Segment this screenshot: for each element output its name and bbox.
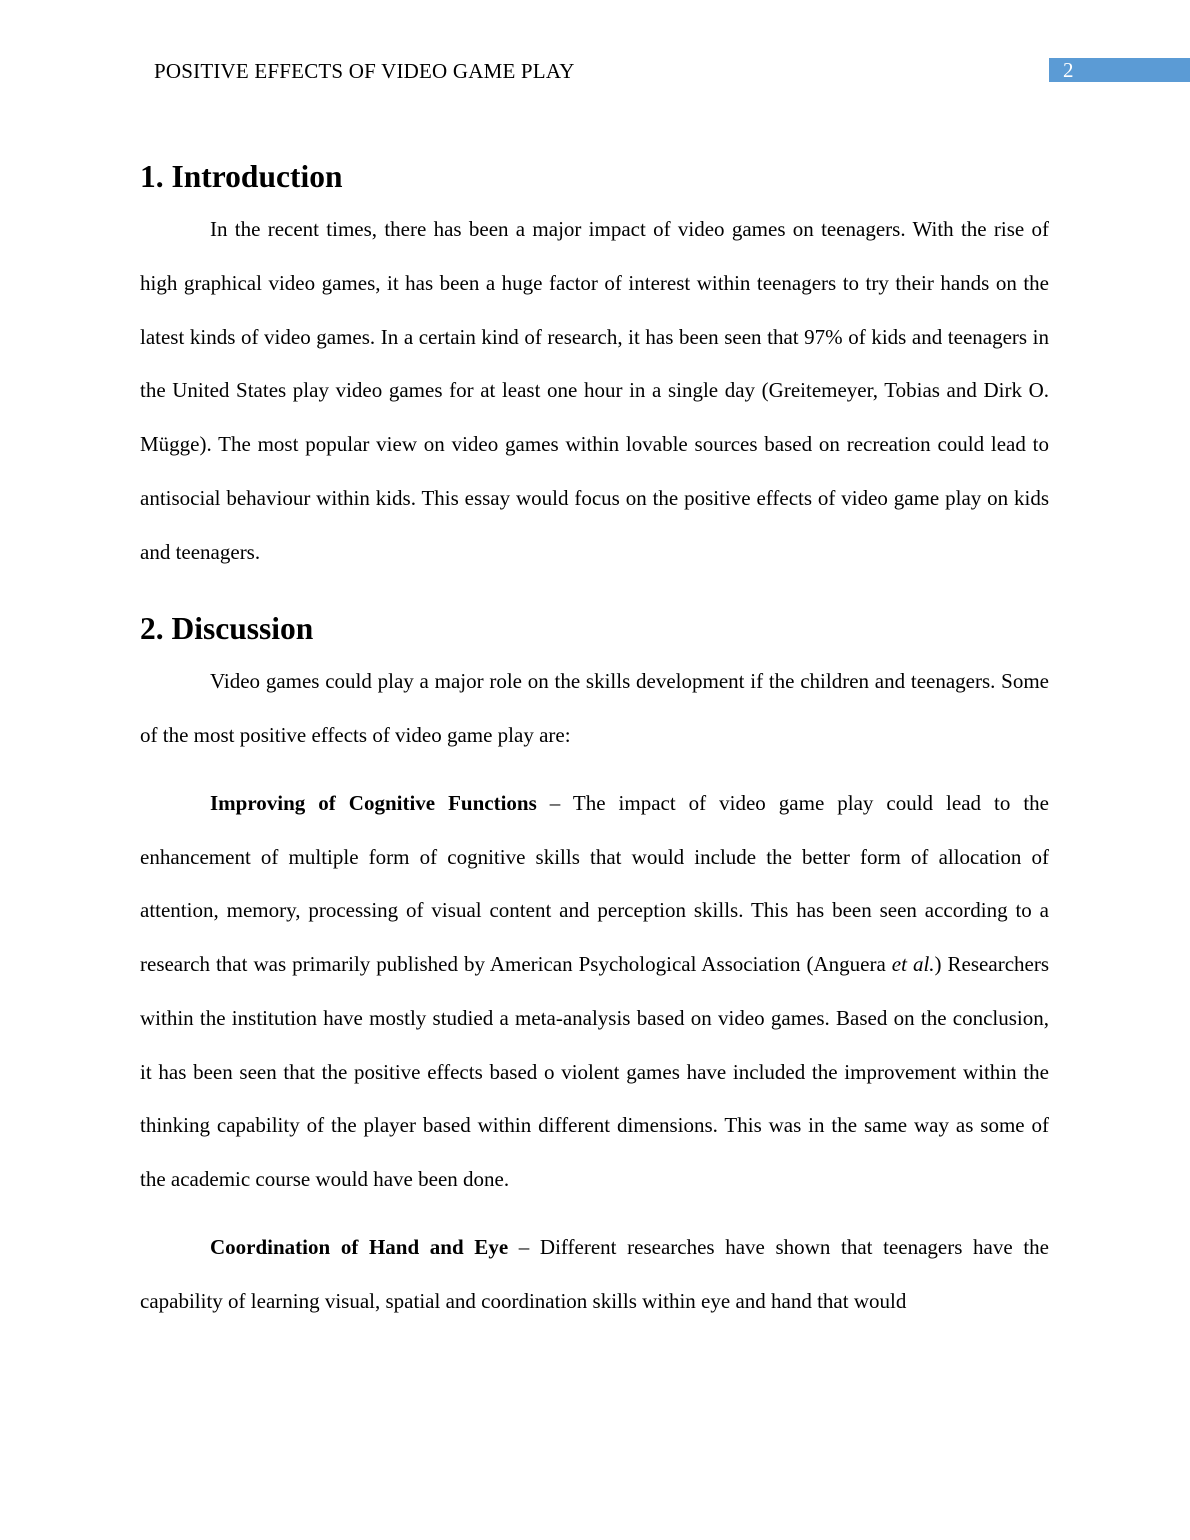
- coordination-paragraph: [140, 1221, 1049, 1329]
- discussion-intro-paragraph: Video games could play a major role on the skills development if the children and teenagers. Some of the most positive effects of video game play are:: [140, 669, 1049, 747]
- coordination-lead: Coordination of Hand and Eye: [210, 1234, 509, 1259]
- coordination-text: – Different researches have shown that teenagers have the capability of learning visual, spatial and coordination skills within eye and hand that would: [140, 1234, 1049, 1313]
- page-number-badge: [1049, 58, 1190, 82]
- cognitive-functions-text-after-citation: ) Researchers within the institution have mostly studied a meta-analysis based on video games. Based on the conclusion, it has been seen that the positive effects based o violent games have included the improvement within the thinking capability of the player based within different dimensions. This was in the same way as some of the academic course would have been done.: [140, 952, 1049, 1191]
- citation-et-al: et al.: [891, 952, 935, 976]
- introduction-paragraph: In the recent times, there has been a major impact of video games on teenagers. With the rise of high graphical video games, it has been a huge factor of interest within teenagers to try their hands on the latest kinds of video games. In a certain kind of research, it has been seen that 97% of kids and teenagers in the United States play video games for at least one hour in a single day (Greitemeyer, Tobias and Dirk O. Mügge). The most popular view on video games within lovable sources based on recreation could lead to antisocial behaviour within kids. This essay would focus on the positive effects of video game play on kids and teenagers.: [140, 217, 1049, 564]
- cognitive-functions-paragraph: [140, 777, 1049, 1207]
- section-heading-introduction: 1. Introduction: [140, 159, 343, 194]
- document-body: [140, 150, 1049, 1328]
- cognitive-functions-lead: Improving of Cognitive Functions: [210, 790, 537, 815]
- cognitive-functions-text-before-citation: – The impact of video game play could lead to the enhancement of multiple form of cognitive skills that would include the better form of allocation of attention, memory, processing of visual content and perception skills. This has been seen according to a research that was primarily published by American Psychological Association (Anguera: [140, 790, 1049, 976]
- page-number: 2: [1063, 58, 1074, 82]
- section-heading-discussion: 2. Discussion: [140, 611, 314, 647]
- running-head: POSITIVE EFFECTS OF VIDEO GAME PLAY: [154, 59, 575, 83]
